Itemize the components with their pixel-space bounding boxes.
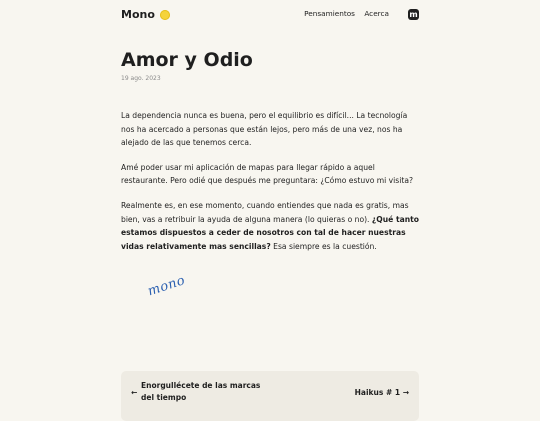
arrow-left-icon: ← [131,388,138,397]
prev-post-link[interactable] [131,380,271,404]
paragraph-2: Amé poder usar mi aplicación de mapas para llegar rápido a aquel restaurante. Pero odié que después me preguntara: ¿Cómo estuvo mi visita? [121,162,414,186]
paragraph-3-start: Realmente es, en ese momento, cuando entiendes que nada es gratis, mas bien, vas a retribuir la ayuda de alguna manera (lo quieras o no). [121,200,409,224]
site-logo[interactable]: Mono [121,8,155,21]
post-content [121,109,421,264]
nav-link-acerca[interactable]: Acerca [364,9,389,18]
paragraph-1: La dependencia nunca es buena, pero el equilibrio es difícil... La tecnología nos ha acercado a personas que están lejos, pero más de una vez, nos ha alejado de las que tenemos cerca. [121,111,408,148]
next-post-label: Haikus # 1 [354,388,401,397]
post-date: 19 ago. 2023 [121,75,161,82]
arrow-right-icon: → [402,388,409,397]
nav-link-pensamientos[interactable]: Pensamientos [304,9,355,18]
mastodon-icon[interactable]: m [409,10,418,19]
site-header [121,7,419,25]
main-nav [297,8,389,20]
sun-icon [160,10,170,20]
paragraph-3-end: Esa siempre es la cuestión. [270,241,377,251]
prev-post-label: Enorgullécete de las marcas del tiempo [141,381,261,402]
next-post-link[interactable] [355,387,409,399]
paragraph-3-bold: ¿Qué tanto estamos dispuestos a ceder de nosotros con tal de hacer nuestras vidas relativamente mas sencillas? [121,214,419,251]
post-title: Amor y Odio [121,49,253,71]
paragraph-3 [121,199,421,253]
signature: mono [146,273,188,300]
post-navigation [121,371,419,421]
